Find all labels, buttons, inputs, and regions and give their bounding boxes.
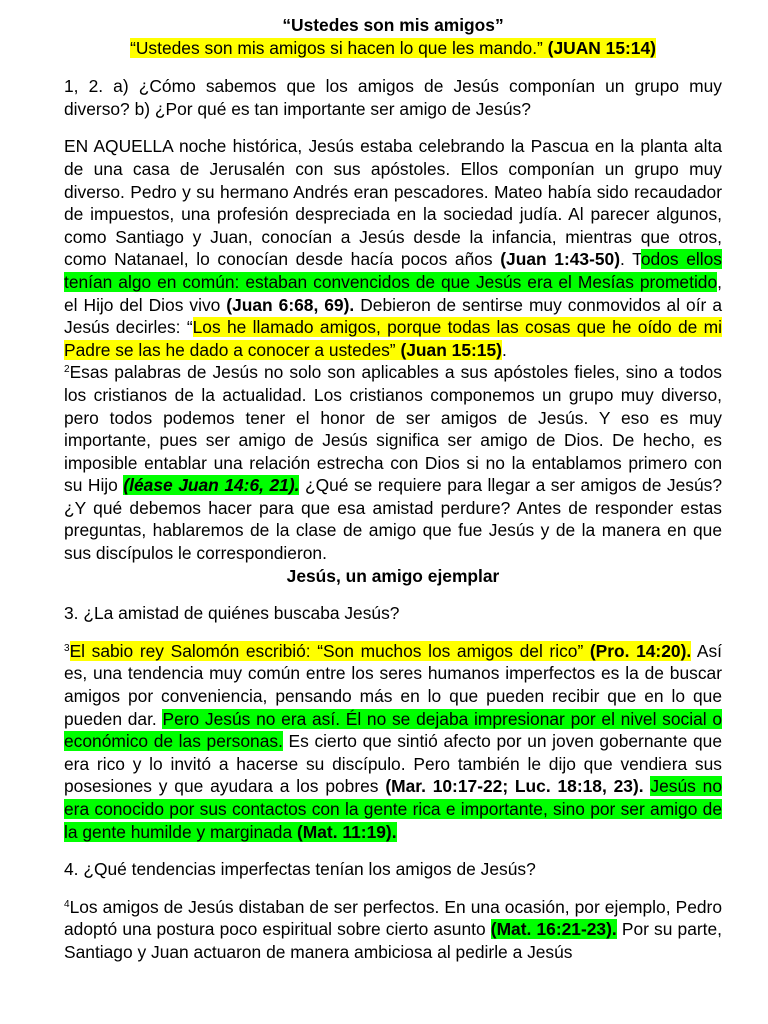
paragraph-number: 4 <box>64 898 70 910</box>
theme-scripture <box>64 37 722 60</box>
paragraph-1: EN AQUELLA noche histórica, Jesús estaba celebrando la Pascua en la planta alta de una casa de Jerusalén con sus apóstoles. Ellos componían un grupo muy diverso. Pedro y su hermano Andrés eran pescadores. Mateo había sido recaudador de impuestos, una profesión despreciada en la sociedad judía. Al parecer algunos, como Santiago y Juan, conocían a Jesús desde la infancia, mientras que otros, como Natanael, lo conocían desde hacía pocos años (Juan 1:43-50). Todos ellos tenían algo en común: estaban convencidos de que Jesús era el Mesías prometido, el Hijo del Dios vivo (Juan 6:68, 69). Debieron de sentirse muy conmovidos al oír a Jesús decirles: “Los he llamado amigos, porque todas las cosas que he oído de mi Padre se las he dado a conocer a ustedes” (Juan 15:15). <box>64 136 722 360</box>
highlight-green: odos ellos tenían algo en común: estaban convencidos de que Jesús era el Mesías prometido <box>64 249 722 292</box>
study-question-1-2: 1, 2. a) ¿Cómo sabemos que los amigos de Jesús componían un grupo muy diverso? b) ¿Por qué es tan importante ser amigo de Jesús? <box>64 76 722 119</box>
theme-reference: (JUAN 15:14) <box>547 37 656 58</box>
paragraph-3: $^3$El sabio rey Salomón escribió: “Son muchos los amigos del rico” (Pro. 14:20). Así es, una tendencia muy común entre los seres humanos imperfectos es la de buscar amigos por conveniencia, pensando más en lo que pueden recibir que en lo que pueden dar. Pero Jesús no era así. Él no se dejaba impresionar por el nivel social o económico de las personas. Es cierto que sintió afecto por un joven gobernante que era rico y lo invitó a hacerse su discípulo. Pero también le dijo que vendiera sus posesiones y que ayudara a los pobres (Mar. 10:17-22; Luc. 18:18, 23). Jesús no era conocido por sus contactos con la gente rica e importante, sino por ser amigo de la gente humilde y marginada (Mat. 11:19). <box>64 640 723 842</box>
paragraph-4: $^4$Los amigos de Jesús distaban de ser perfectos. En una ocasión, por ejemplo, Pedro adoptó una postura poco espiritual sobre cierto asunto (Mat. 16:21-23). Por su parte, Santiago y Juan actuaron de manera ambiciosa al pedirle a Jesús <box>64 896 722 962</box>
highlight-green: Pero Jesús no era así. Él no se dejaba impresionar por el nivel social o económico de las personas. <box>64 708 723 752</box>
paragraph-number: 3 <box>64 642 70 654</box>
highlight-yellow: Los he llamado amigos, porque todas las cosas que he oído de mi Padre se las he dado a conocer a ustedes” (Juan 15:15) <box>64 317 722 360</box>
section-heading: Jesús, un amigo ejemplar <box>286 565 500 586</box>
scripture-ref: (Mat. 11:19). <box>296 821 397 842</box>
scripture-ref: (léase Juan 14:6, 21). <box>123 475 300 496</box>
scripture-ref: (Juan 6:68, 69). <box>226 294 355 315</box>
scripture-ref: (Juan 15:15) <box>400 339 502 360</box>
scripture-ref: (Mar. 10:17-22; Luc. 18:18, 23). <box>385 776 644 797</box>
theme-text: “Ustedes son mis amigos si hacen lo que les mando.” (JUAN 15:14) <box>130 37 656 58</box>
paragraph-2: $^2$Esas palabras de Jesús no solo son aplicables a sus apóstoles fieles, sino a todos los cristianos de la actualidad. Los cristianos componemos un grupo muy diverso, pero todos podemos tener el honor de ser amigos de Jesús. Y eso es muy importante, pues ser amigo de Jesús significa ser amigo de Dios. De hecho, es imposible entablar una relación estrecha con Dios si no la entablamos primero con su Hijo (léase Juan 14:6, 21). ¿Qué se requiere para llegar a ser amigos de Jesús? ¿Y qué debemos hacer para que esa amistad perdure? Antes de responder estas preguntas, hablaremos de la clase de amigo que fue Jesús y de la manera en que sus discípulos le correspondieron. <box>64 362 722 564</box>
highlight-green: Jesús no era conocido por sus contactos con la gente rica e importante, sino por ser amigo de la gente humilde y marginada (Mat. 11:19). <box>64 776 722 842</box>
study-question-3: 3. ¿La amistad de quiénes buscaba Jesús? <box>64 603 400 624</box>
paragraph-number: 2 <box>64 364 70 376</box>
scripture-ref: (Juan 1:43-50) <box>500 249 621 270</box>
scripture-ref: (Pro. 14:20). <box>583 640 692 661</box>
document-title: “Ustedes son mis amigos” <box>282 15 504 35</box>
highlight-yellow: El sabio rey Salomón escribió: “Son muchos los amigos del rico” (Pro. 14:20). <box>69 640 692 661</box>
document-page <box>64 14 722 964</box>
scripture-ref: (Mat. 16:21-23). <box>490 919 617 940</box>
study-question-4: 4. ¿Qué tendencias imperfectas tenían los amigos de Jesús? <box>64 859 536 880</box>
